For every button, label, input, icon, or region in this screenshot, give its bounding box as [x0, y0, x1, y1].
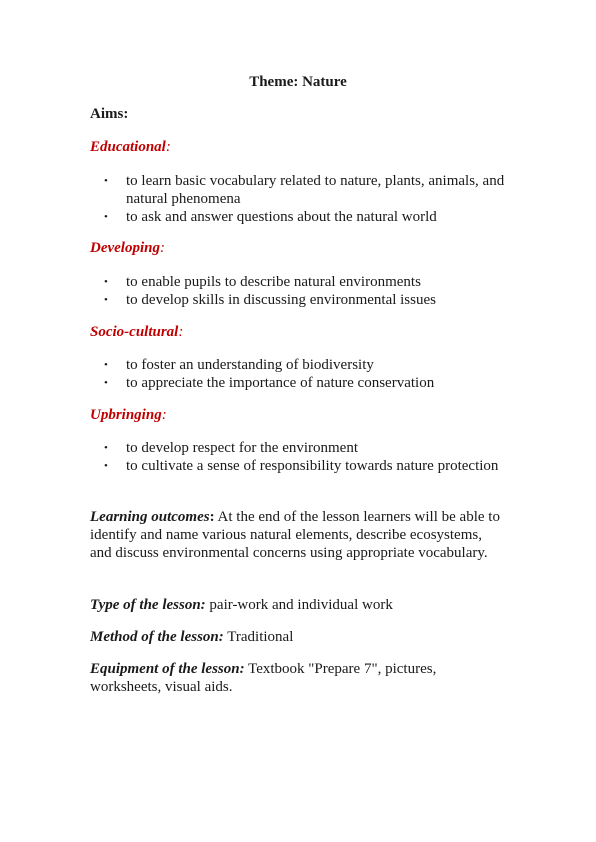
lesson-method-label: Method of the lesson: [90, 629, 224, 645]
section-heading-upbringing: Upbringing: [90, 407, 167, 423]
developing-list [90, 273, 510, 309]
list-item [90, 273, 510, 291]
aims-label: Aims: [90, 106, 129, 122]
list-item [90, 439, 510, 457]
bullet-icon: • [104, 276, 108, 288]
learning-outcomes-text: At the end of the lesson learners will be able to identify and name various natural elements, describe ecosystems, and discuss environmental concerns using appropriate vocabulary. [90, 509, 500, 561]
lesson-type-label: Type of the lesson: [90, 597, 206, 613]
page-title: Theme: Nature [249, 74, 347, 90]
lesson-method-text: Traditional [227, 629, 294, 645]
equipment-label: Equipment of the lesson: [90, 661, 245, 677]
list-item [90, 291, 510, 309]
section-heading-text: Developing [90, 240, 160, 256]
section-heading-text: Upbringing [90, 407, 162, 423]
section-heading-socio-cultural: Socio-cultural: [90, 324, 184, 340]
bullet-icon: • [104, 442, 108, 454]
list-item [90, 208, 510, 226]
section-heading-developing: Developing: [90, 240, 165, 256]
bullet-icon: • [104, 175, 108, 187]
bullet-icon: • [104, 211, 108, 223]
list-item-text: to develop respect for the environment [126, 440, 359, 456]
equipment-text: Textbook "Prepare 7", pictures, worksheets, visual aids. [90, 661, 437, 695]
learning-outcomes-label: Learning outcomes [90, 509, 210, 525]
lesson-type-text: pair-work and individual work [209, 597, 393, 613]
lesson-method [90, 628, 500, 646]
list-item-text: to foster an understanding of biodiversity [126, 357, 374, 373]
section-heading-text: Educational [90, 139, 166, 155]
list-item-text: to appreciate the importance of nature conservation [126, 375, 435, 391]
section-heading-educational: Educational: [90, 139, 171, 155]
list-item-text: to enable pupils to describe natural environments [126, 274, 421, 290]
socio-cultural-list [90, 356, 510, 392]
list-item [90, 172, 510, 208]
list-item [90, 457, 510, 475]
list-item [90, 374, 510, 392]
bullet-icon: • [104, 460, 108, 472]
bullet-icon: • [104, 294, 108, 306]
list-item [90, 356, 510, 374]
bullet-icon: • [104, 359, 108, 371]
list-item-text: to cultivate a sense of responsibility towards nature protection [126, 458, 499, 474]
list-item-text: to learn basic vocabulary related to nature, plants, animals, and natural phenomena [126, 173, 505, 207]
section-heading-text: Socio-cultural [90, 324, 179, 340]
learning-outcomes: Learning outcomes: At the end of the lesson learners will be able to identify and name various natural elements, describe ecosystems, and discuss environmental concerns using appropriate vocabulary. [90, 509, 500, 561]
lesson-type [90, 596, 500, 614]
educational-list [90, 172, 510, 226]
lesson-equipment [90, 660, 500, 696]
bullet-icon: • [104, 377, 108, 389]
upbringing-list [90, 439, 510, 475]
list-item-text: to develop skills in discussing environmental issues [126, 292, 436, 308]
list-item-text: to ask and answer questions about the natural world [126, 209, 437, 225]
